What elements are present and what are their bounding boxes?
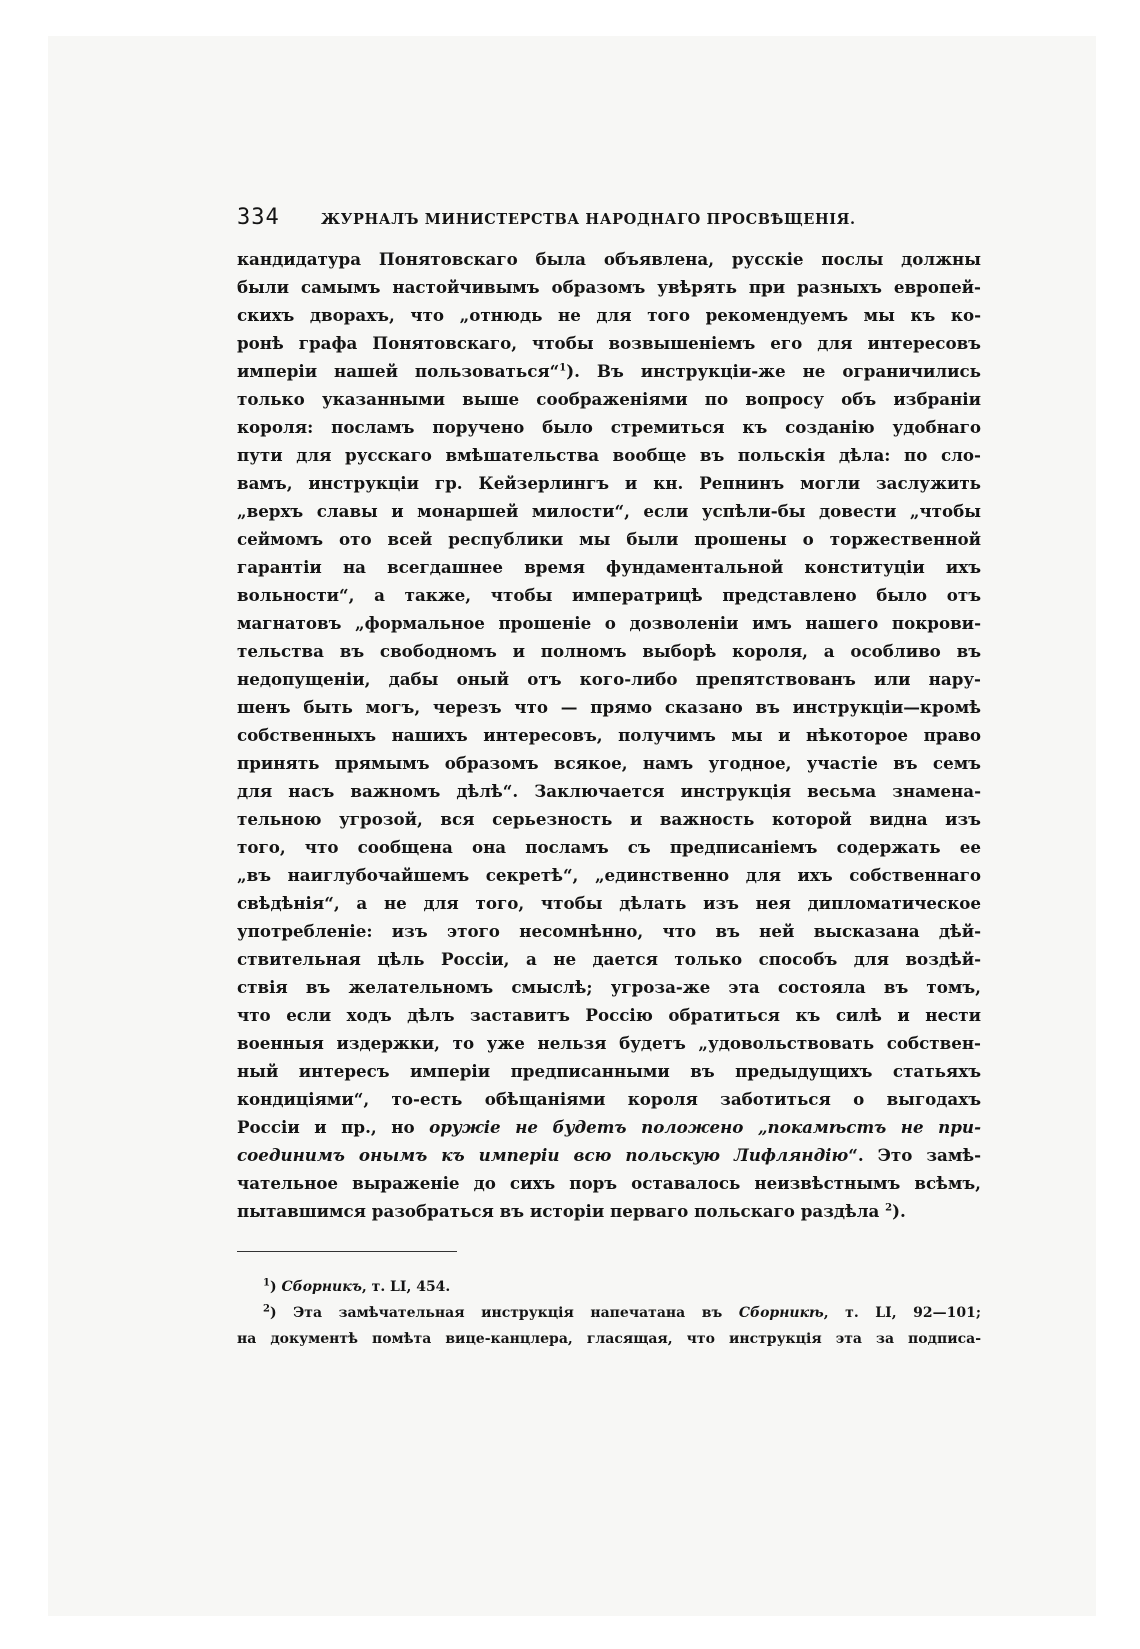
text-line: тельства въ свободномъ и полномъ выборѣ короля, а особливо въ bbox=[237, 641, 981, 661]
italic-quote: оружіе не будетъ положено „покамѣстъ не при- bbox=[429, 1117, 981, 1137]
body-text bbox=[237, 245, 981, 1225]
text-line: шенъ быть могъ, черезъ что — прямо сказано въ инструкціи—кромѣ bbox=[237, 697, 981, 717]
text-segment: ). Въ инструкціи-же не ограничились bbox=[566, 361, 981, 381]
footnote-mark: 1 bbox=[263, 1277, 270, 1289]
footnote-1: $^1$) Сборникъ, т. LI, 454. bbox=[263, 1277, 451, 1295]
text-line: собственныхъ нашихъ интересовъ, получимъ мы и нѣкоторое право bbox=[237, 725, 981, 745]
footnote-mark: 2 bbox=[263, 1303, 270, 1315]
text-line: чательное выраженіе до сихъ поръ оставалось неизвѣстнымъ всѣмъ, bbox=[237, 1173, 981, 1193]
text-line: употребленіе: изъ этого несомнѣнно, что въ ней высказана дѣй- bbox=[237, 921, 981, 941]
text-line: только указанными выше соображеніями по вопросу объ избраніи bbox=[237, 389, 981, 409]
text-line: „верхъ славы и монаршей милости“, если успѣли-бы довести „чтобы bbox=[237, 501, 981, 521]
text-line: кондиціями“, то-есть обѣщаніями короля заботиться о выгодахъ bbox=[237, 1089, 981, 1109]
text-line: магнатовъ „формальное прошеніе о дозволеніи имъ нашего покрови- bbox=[237, 613, 981, 633]
text-segment: имперіи нашей пользоваться“ bbox=[237, 361, 560, 381]
text-line: свѣдѣнія“, а не для того, чтобы дѣлать изъ нея дипломатическое bbox=[237, 893, 981, 913]
text-line: скихъ дворахъ, что „отнюдь не для того рекомендуемъ мы къ ко- bbox=[237, 305, 981, 325]
footnote-source: Сборникѣ bbox=[738, 1305, 824, 1321]
text-line: тельною угрозой, вся серьезность и важность которой видна изъ bbox=[237, 809, 981, 829]
text-line: кандидатура Понятовскаго была объявлена, русскіе послы должны bbox=[237, 249, 981, 269]
footnote-divider bbox=[237, 1251, 457, 1252]
text-segment: ). bbox=[892, 1201, 906, 1221]
page-number: 334 bbox=[237, 205, 280, 230]
italic-quote: соединимъ онымъ къ имперіи всю польскую Лифляндію bbox=[237, 1145, 849, 1165]
text-line: ный интересъ имперіи предписанными въ предыдущихъ статьяхъ bbox=[237, 1061, 981, 1081]
text-line: для насъ важномъ дѣлѣ“. Заключается инструкція весьма знамена- bbox=[237, 781, 981, 801]
text-line: что если ходъ дѣлъ заставитъ Россію обратиться къ силѣ и нести bbox=[237, 1005, 981, 1025]
text-line: пути для русскаго вмѣшательства вообще въ польскія дѣла: по сло- bbox=[237, 445, 981, 465]
text-line: ронѣ графа Понятовскаго, чтобы возвышеніемъ его для интересовъ bbox=[237, 333, 981, 353]
footnote-source: Сборникъ bbox=[281, 1279, 362, 1295]
text-line: ствительная цѣль Россіи, а не дается только способъ для воздѣй- bbox=[237, 949, 981, 969]
text-line bbox=[237, 357, 981, 385]
text-line: вольности“, а также, чтобы императрицѣ представлено было отъ bbox=[237, 585, 981, 605]
footnote-2: $^2$) Эта замѣчательная инструкція напечатана въ Сборникѣ, т. LI, 92—101; bbox=[263, 1303, 981, 1321]
footnote-ref-1: 1 bbox=[559, 362, 567, 374]
text-line bbox=[237, 1141, 981, 1169]
text-segment: пытавшимся разобраться въ исторіи перваго польскаго раздѣла bbox=[237, 1201, 880, 1221]
document-page bbox=[237, 205, 981, 1352]
text-line: того, что сообщена она посламъ съ предписаніемъ содержать ее bbox=[237, 837, 981, 857]
text-line bbox=[237, 1197, 981, 1225]
running-head bbox=[237, 205, 981, 241]
text-line: гарантіи на всегдашнее время фундаментальной конституціи ихъ bbox=[237, 557, 981, 577]
text-line: недопущеніи, дабы оный отъ кого-либо препятствованъ или нару- bbox=[237, 669, 981, 689]
journal-title: ЖУРНАЛЪ МИНИСТЕРСТВА НАРОДНАГО ПРОСВѢЩЕНІЯ. bbox=[321, 211, 856, 228]
text-line bbox=[237, 1113, 981, 1141]
footnote-2-continued: на документѣ помѣта вице-канцлера, гласящая, что инструкція эта за подписа- bbox=[237, 1331, 981, 1347]
text-line: были самымъ настойчивымъ образомъ увѣрять при разныхъ европей- bbox=[237, 277, 981, 297]
text-line: ствія въ желательномъ смыслѣ; угроза-же эта состояла въ томъ, bbox=[237, 977, 981, 997]
footnotes bbox=[237, 1274, 981, 1352]
text-line: „въ наиглубочайшемъ секретѣ“, „единственно для ихъ собственнаго bbox=[237, 865, 981, 885]
text-segment: “. Это замѣ- bbox=[848, 1145, 981, 1165]
text-line: вамъ, инструкціи гр. Кейзерлингъ и кн. Репнинъ могли заслужить bbox=[237, 473, 981, 493]
text-line: короля: посламъ поручено было стремиться къ созданію удобнаго bbox=[237, 417, 981, 437]
text-segment: Россіи и пр., но bbox=[237, 1117, 415, 1137]
text-line: военныя издержки, то уже нельзя будетъ „удовольствовать собствен- bbox=[237, 1033, 981, 1053]
text-line: сеймомъ ото всей республики мы были прошены о торжественной bbox=[237, 529, 981, 549]
footnote-ref-2: 2 bbox=[885, 1202, 893, 1214]
text-line: принять прямымъ образомъ всякое, намъ угодное, участіе въ семъ bbox=[237, 753, 981, 773]
